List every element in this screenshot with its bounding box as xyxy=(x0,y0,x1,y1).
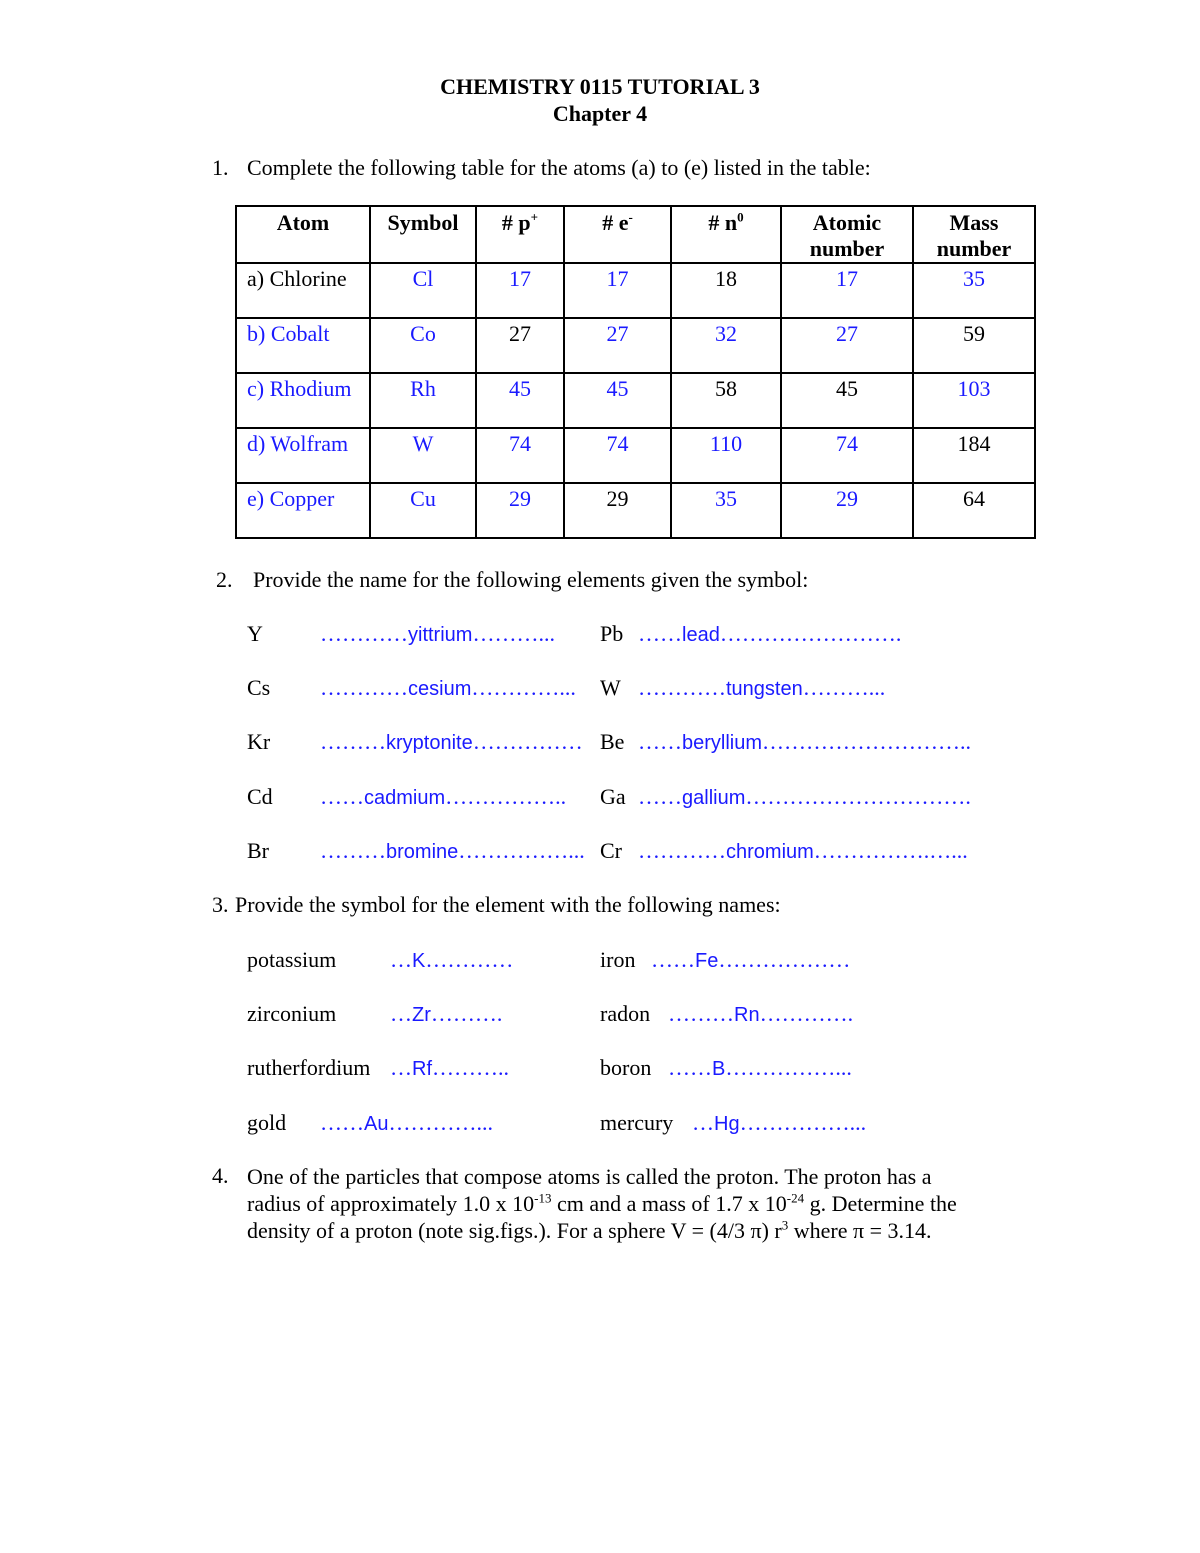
q2-answer: …………tungsten………... xyxy=(638,675,886,700)
atom-table-row xyxy=(236,263,1035,318)
cell-mass-number: 59 xyxy=(913,318,1035,373)
cell-symbol: Cu xyxy=(370,483,476,538)
q2-symbol: Cr xyxy=(600,838,622,863)
atom-table-header-row xyxy=(236,206,1035,263)
cell-neutrons: 110 xyxy=(671,428,781,483)
q1-text: Complete the following table for the atoms (a) to (e) listed in the table: xyxy=(247,155,871,180)
q3-element-name: boron xyxy=(600,1055,652,1080)
header-neutrons: # $n^0$ xyxy=(671,206,781,263)
q3-answer: …Rf……….. xyxy=(390,1055,509,1080)
q2-answer: …………cesium…………... xyxy=(320,675,576,700)
page-title: CHEMISTRY 0115 TUTORIAL 3 xyxy=(440,74,760,99)
cell-electrons: 74 xyxy=(564,428,671,483)
header-mass-number: Mass number xyxy=(913,206,1035,263)
q3-number: 3. xyxy=(212,892,229,917)
cell-mass-number: 103 xyxy=(913,373,1035,428)
q3-answer: ………Rn…………. xyxy=(668,1001,854,1026)
cell-protons: 27 xyxy=(476,318,564,373)
atom-table-row xyxy=(236,483,1035,538)
q3-text: Provide the symbol for the element with the following names: xyxy=(235,892,781,917)
cell-atom-name: d) Wolfram xyxy=(236,428,370,483)
q2-symbol: Kr xyxy=(247,729,271,754)
q3-answer: ……Au…………... xyxy=(320,1110,493,1135)
cell-electrons: 29 xyxy=(564,483,671,538)
atom-table-row xyxy=(236,318,1035,373)
cell-protons: 45 xyxy=(476,373,564,428)
q2-symbol: Cs xyxy=(247,675,271,700)
q2-symbol: Be xyxy=(600,729,625,754)
q3-element-name: iron xyxy=(600,947,636,972)
q4-text-line-2: radius of approximately 1.0 x $10^{-13}$ cm and a mass of 1.7 x $10^{-24}$ g. Determine the xyxy=(247,1190,957,1216)
cell-electrons: 17 xyxy=(564,263,671,318)
cell-atom-name: a) Chlorine xyxy=(236,263,370,318)
q3-answer: …Hg……………... xyxy=(692,1110,867,1135)
cell-protons: 74 xyxy=(476,428,564,483)
q3-element-name: potassium xyxy=(247,947,337,972)
header-atom: Atom xyxy=(236,206,370,263)
cell-neutrons: 32 xyxy=(671,318,781,373)
cell-atom-name: b) Cobalt xyxy=(236,318,370,373)
cell-protons: 17 xyxy=(476,263,564,318)
cell-electrons: 27 xyxy=(564,318,671,373)
q3-answer: …K………… xyxy=(390,947,514,972)
q2-answer: ……lead……………………. xyxy=(638,621,902,646)
cell-atomic-number: 27 xyxy=(781,318,913,373)
atom-table-row xyxy=(236,373,1035,428)
cell-atom-name: e) Copper xyxy=(236,483,370,538)
q2-symbol: Ga xyxy=(600,784,626,809)
cell-atomic-number: 45 xyxy=(781,373,913,428)
q3-answer: …Zr………. xyxy=(390,1001,503,1026)
q3-element-name: mercury xyxy=(600,1110,674,1135)
header-protons: # p+ xyxy=(476,206,564,263)
header-electrons: # e- xyxy=(564,206,671,263)
q2-answer: ……beryllium……………………….. xyxy=(638,729,972,754)
cell-neutrons: 35 xyxy=(671,483,781,538)
cell-atomic-number: 74 xyxy=(781,428,913,483)
cell-mass-number: 35 xyxy=(913,263,1035,318)
q2-answer: ……gallium…………………………. xyxy=(638,784,971,809)
cell-symbol: W xyxy=(370,428,476,483)
header-symbol: Symbol xyxy=(370,206,476,263)
q3-answer: ……B……………... xyxy=(668,1055,852,1080)
q2-number: 2. xyxy=(216,567,233,592)
cell-mass-number: 64 xyxy=(913,483,1035,538)
q2-symbol: Br xyxy=(247,838,269,863)
q2-symbol: Y xyxy=(247,621,263,646)
cell-symbol: Rh xyxy=(370,373,476,428)
cell-protons: 29 xyxy=(476,483,564,538)
q1-number: 1. xyxy=(212,155,229,180)
q3-answer: ……Fe……………… xyxy=(651,947,851,972)
q2-answer: ………bromine……………... xyxy=(320,838,585,863)
cell-symbol: Co xyxy=(370,318,476,373)
cell-atomic-number: 29 xyxy=(781,483,913,538)
q2-text: Provide the name for the following elements given the symbol: xyxy=(253,567,809,592)
q2-answer: ……cadmium…………….. xyxy=(320,784,567,809)
q4-text-line-3: density of a proton (note sig.figs.). For a sphere V = (4/3 π) $r^3$ where π = 3.14. xyxy=(247,1217,932,1243)
q2-answer: …………chromium…………….…... xyxy=(638,838,968,863)
q2-answer: …………yittrium………... xyxy=(320,621,555,646)
chapter-subtitle: Chapter 4 xyxy=(552,101,648,126)
cell-electrons: 45 xyxy=(564,373,671,428)
q4-number: 4. xyxy=(212,1163,229,1188)
q2-symbol: W xyxy=(600,675,621,700)
q3-element-name: gold xyxy=(247,1110,287,1135)
q3-element-name: zirconium xyxy=(247,1001,337,1026)
cell-symbol: Cl xyxy=(370,263,476,318)
cell-neutrons: 58 xyxy=(671,373,781,428)
q3-element-name: rutherfordium xyxy=(247,1055,371,1080)
atom-table-row xyxy=(236,428,1035,483)
cell-atom-name: c) Rhodium xyxy=(236,373,370,428)
q2-symbol: Pb xyxy=(600,621,624,646)
atom-table xyxy=(235,205,1036,539)
q4-text-line-1: One of the particles that compose atoms is called the proton. The proton has a xyxy=(247,1164,932,1189)
cell-atomic-number: 17 xyxy=(781,263,913,318)
q2-symbol: Cd xyxy=(247,784,273,809)
cell-neutrons: 18 xyxy=(671,263,781,318)
header-atomic-number: Atomic number xyxy=(781,206,913,263)
q2-answer: ………kryptonite…………… xyxy=(320,729,583,754)
cell-mass-number: 184 xyxy=(913,428,1035,483)
q3-element-name: radon xyxy=(600,1001,651,1026)
